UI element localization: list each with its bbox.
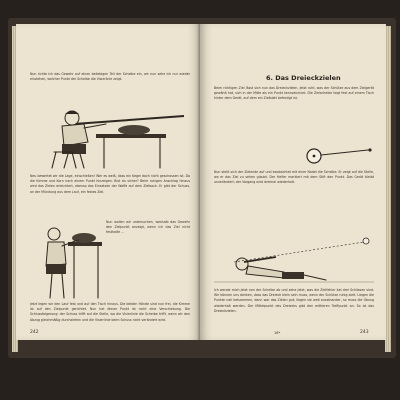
left-paragraph-top: Nun richte ich das Gewehr auf einen beliebigen Teil der Scheibe ein, wir nun sehe ich nur wieder einziehen, welcher Punkt der Scheibe die Visierlinie zeigt. [30, 72, 190, 82]
left-paragraph-bottom: Jetzt legen wir den Lauf fest und auf den Tisch hinaus. Die beiden Hände sind nun frei, die Kimme ist auf den Zielpunkt gerichtet. Nun hat dieser Punkt ist nicht eine Verschiebung. Die Schlussfolgerung: der Schuss trifft auf die Stelle, wo die Visierlinie die Scheibe trifft, wenn wir den Abzug gleichmäßig durchziehen und die Visierlinie beim Schuss nicht verändert wird. [30, 302, 190, 322]
printer-signature: 16* [274, 331, 281, 335]
marking-pointer-illustration [296, 136, 376, 170]
right-page-number: 243 [360, 330, 369, 335]
right-paragraph-mid: Nun stellt sich der Zielende auf und beobachtet mit einer Nadel die Scheibe. Er zeigt auf die Stelle, wo er das Ziel zu sehen glaubt. Der Helfer markiert mit dem Stift den Punkt. Das Gerät bleibt unverändert; der Vorgang wird dreimal wiederholt. [214, 170, 374, 185]
right-page [200, 24, 386, 340]
left-paragraph-mid: Neu bewertet wir die Lage, einschießen! Wer es weiß, dass ein Kegel doch nicht geschossen ist. Da die Kimme und Korn nach einem Punkt hinzeigen. Bist du sicher? Beim ruhigen Anschlag hinaus wird das Zielen erleichtert, ebenso das Einsetzen der Waffe auf dem Zielbock. Er gibt der Schuss, an der Mündung aus dem Lauf, ein festes Ziel. [30, 174, 190, 194]
right-paragraph-bottom: Ich wende mich jetzt von der Scheibe ab und sehe jetzt, was die Zielfehler bei drei Schüssen sind. Wir können uns denken, dass das Dreieck klein sein muss, wenn der Schütze ruhig zielt. Liegen die Punkte nah beisammen, dann war das Zielen gut; liegen sie weit auseinander, so muss die Übung wiederholt werden. Der Mittelpunkt des Dreiecks gibt den mittleren Treffpunkt an. So ist das Dreieckzielen. [214, 288, 374, 313]
left-page [16, 24, 200, 340]
prone-shooter-illustration [214, 232, 374, 288]
shooting-at-table-illustration [34, 94, 194, 170]
right-paragraph-top: Beim richtigen Ziel lässt sich nun das Dreieckzielen. Jetzt ruht, was der Schütze aus dem Zielgerät gewählt hat, sich in der Mitte als ein Punkt kennzeichnet. Die Zielscheibe liegt fest auf einem Tisch hinter dem Gerät, auf dem ein Zielblatt befestigt ist. [214, 86, 374, 101]
section-heading: 6. Das Dreieckzielen [266, 74, 341, 82]
left-paragraph-side: Nun wollen wir untersuchen, weshalb das Gewehr den Zielpunkt anzeigt, wenn ich das Ziel nicht festhalte ... [106, 220, 190, 235]
aiming-device-illustration [34, 220, 104, 300]
left-page-number: 242 [30, 330, 39, 335]
